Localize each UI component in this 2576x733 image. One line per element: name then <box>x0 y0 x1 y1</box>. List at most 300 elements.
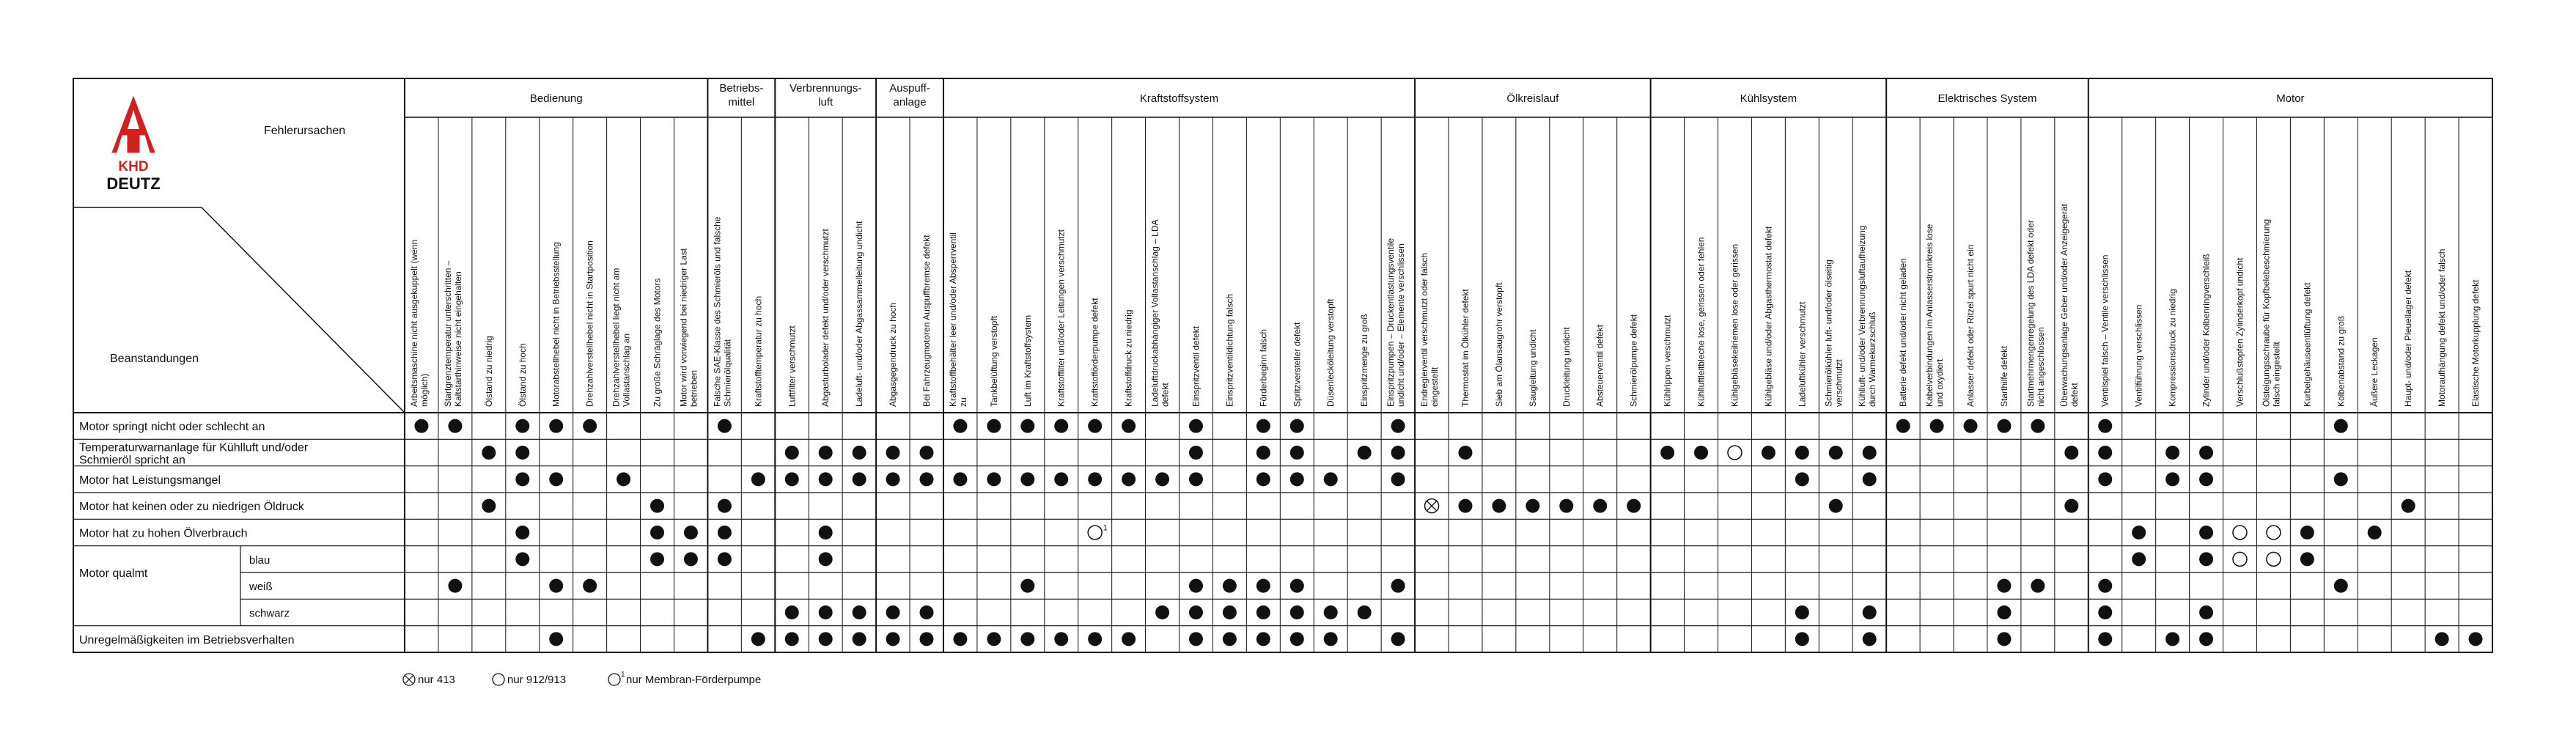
cause-header-46 <box>1965 245 1976 407</box>
group-header-6 <box>1740 92 1797 105</box>
filled-dot <box>1391 632 1405 646</box>
filled-dot <box>785 446 799 460</box>
filled-dot <box>1290 472 1304 486</box>
filled-dot <box>1122 472 1136 486</box>
filled-dot <box>2031 419 2045 433</box>
filled-dot <box>1256 605 1270 619</box>
filled-dot <box>920 446 934 460</box>
cause-header-text: eingestellt <box>1429 366 1440 407</box>
cause-header-text: falsch eingestellt <box>2271 342 2282 407</box>
filled-dot <box>987 632 1001 646</box>
filled-dot <box>886 605 900 619</box>
cause-header-36 <box>1629 314 1639 407</box>
cause-header-58 <box>2369 337 2380 407</box>
cause-header-44 <box>1898 258 1908 407</box>
cause-header-14 <box>888 303 898 407</box>
cause-header-text: Thermostat im Ölkühler defekt <box>1460 289 1471 407</box>
cause-header-24 <box>1224 294 1234 407</box>
cause-header-20 <box>1090 298 1100 407</box>
filled-dot <box>1458 446 1472 460</box>
group-header-0 <box>530 92 583 105</box>
cause-header-11 <box>787 325 797 407</box>
filled-dot <box>853 605 866 619</box>
cause-header-text: Abgasgegendruck zu hoch <box>888 302 899 407</box>
filled-dot <box>1256 446 1270 460</box>
cause-header-27 <box>1325 298 1336 407</box>
filled-dot <box>1559 499 1573 513</box>
filled-dot <box>1795 446 1809 460</box>
cause-header-text: Äußere Leckagen <box>2369 337 2380 407</box>
filled-dot <box>1155 605 1169 619</box>
complaint-label-line: Motor hat Leistungsmangel <box>79 474 221 487</box>
cause-header-12 <box>820 229 831 407</box>
cause-header-1 <box>443 260 463 407</box>
filled-dot <box>2098 579 2112 593</box>
filled-dot <box>1020 472 1034 486</box>
filled-dot <box>819 552 833 566</box>
complaint-label-line: Motor hat keinen oder zu niedrigen Öldruck <box>79 501 304 514</box>
filled-dot <box>2165 446 2179 460</box>
filled-dot <box>1088 632 1102 646</box>
cause-header-text: Kurbelgehäuseentlüftung defekt <box>2302 282 2313 407</box>
filled-dot <box>853 632 866 646</box>
cause-header-60 <box>2437 249 2447 407</box>
legend-superscript: 1 <box>621 671 625 679</box>
filled-dot <box>2334 472 2348 486</box>
cause-header-26 <box>1292 322 1302 407</box>
cause-header-56 <box>2302 282 2312 407</box>
filled-dot <box>1358 605 1372 619</box>
filled-dot <box>583 419 597 433</box>
group-header-line: Bedienung <box>529 92 583 105</box>
filled-dot <box>515 552 529 566</box>
filled-dot <box>684 526 698 539</box>
filled-dot <box>515 419 529 433</box>
filled-dot <box>2098 419 2112 433</box>
legend-item-2 <box>608 671 761 686</box>
cause-header-text: Förderbeginn falsch <box>1258 328 1269 407</box>
open-dot <box>2267 552 2281 566</box>
filled-dot <box>785 605 799 619</box>
filled-dot <box>1256 632 1270 646</box>
cause-header-31 <box>1460 289 1471 407</box>
filled-dot <box>2199 472 2213 486</box>
cause-header-text: Düsenlecköleitung verstopft <box>1325 298 1336 407</box>
filled-dot <box>1122 632 1136 646</box>
filled-dot <box>1088 472 1102 486</box>
group-header-4 <box>1140 92 1218 105</box>
filled-dot <box>1391 446 1405 460</box>
complaint-sublabel-7: schwarz <box>249 607 290 620</box>
cause-header-30 <box>1419 253 1440 407</box>
group-header-line: Motor <box>2276 92 2305 105</box>
filled-dot <box>2165 632 2179 646</box>
cause-header-17 <box>989 315 999 407</box>
cause-header-text: Kraftstoffdruck zu niedrig <box>1123 309 1134 407</box>
filled-dot <box>617 472 630 486</box>
filled-dot <box>1930 419 1944 433</box>
cause-header-2 <box>484 336 494 407</box>
filled-dot <box>1054 419 1068 433</box>
cause-header-42 <box>1823 259 1844 407</box>
filled-dot <box>1189 605 1203 619</box>
filled-dot <box>1391 472 1405 486</box>
filled-dot <box>1863 446 1877 460</box>
cause-header-text: Haupt- und/oder Pleuellager defekt <box>2403 270 2414 407</box>
filled-dot <box>2031 579 2045 593</box>
group-headers <box>530 82 2305 108</box>
filled-dot <box>718 419 732 433</box>
cause-header-text: Ladeluftkühler verschmutzt <box>1797 301 1808 407</box>
filled-dot <box>684 552 698 566</box>
cause-header-text: Ventilspiel falsch – Ventile verschlissen <box>2100 254 2111 407</box>
filled-dot <box>751 632 765 646</box>
cause-header-text: Drehzahlverstellhebel nicht in Startposition <box>584 240 595 407</box>
cause-header-text: Einspritzventildichtung falsch <box>1224 293 1235 407</box>
cause-header-text: defekt <box>2069 383 2080 407</box>
cause-header-5 <box>585 240 595 407</box>
filled-dot <box>2098 446 2112 460</box>
filled-dot <box>1223 579 1237 593</box>
filled-dot <box>414 419 428 433</box>
filled-dot <box>2199 552 2213 566</box>
filled-dot <box>987 419 1001 433</box>
cause-header-16 <box>948 232 968 407</box>
cause-header-text: Kraftstoffbehälter leer und/oder Absperrventil <box>947 232 958 407</box>
legend-item-0 <box>403 674 455 686</box>
group-header-line: Kraftstoffsystem <box>1139 92 1219 105</box>
filled-dot <box>819 526 833 539</box>
filled-dot <box>2199 632 2213 646</box>
filled-dot <box>650 526 664 539</box>
cause-header-text: defekt <box>1160 383 1171 407</box>
cause-header-text: Zu große Schräglage des Motors <box>652 278 663 407</box>
cause-header-text: verschmutzt <box>1833 359 1844 407</box>
filled-dot <box>1122 419 1136 433</box>
complaint-label-line: Motor springt nicht oder schlecht an <box>79 421 265 434</box>
filled-dot <box>1088 419 1102 433</box>
filled-dot <box>448 419 462 433</box>
group-header-line: mittel <box>728 96 755 108</box>
cause-header-32 <box>1494 282 1504 407</box>
cause-header-text: betrieben <box>688 369 699 407</box>
filled-dot <box>1391 579 1405 593</box>
complaint-label-5 <box>79 567 148 580</box>
open-dot <box>2233 526 2247 539</box>
cause-header-text: Kraftstofförderpumpe defekt <box>1089 298 1100 407</box>
filled-dot <box>2300 552 2314 566</box>
causes-corner-label: Fehlerursachen <box>264 125 346 137</box>
cause-header-29 <box>1385 238 1406 407</box>
cause-header-text: Kühlgebläsekeilriemen lose oder gerissen <box>1729 243 1740 407</box>
filled-dot <box>549 579 563 593</box>
filled-dot <box>549 632 563 646</box>
filled-dot <box>1256 472 1270 486</box>
legend-text: nur 912/913 <box>507 674 567 686</box>
filled-dot <box>819 605 833 619</box>
cause-header-text: nicht angeschlossen <box>2035 327 2046 407</box>
filled-dot <box>920 605 934 619</box>
cause-header-text: Kraftstofftemperatur zu hoch <box>753 295 764 407</box>
filled-dot <box>1964 419 1978 433</box>
filled-dot <box>819 632 833 646</box>
complaint-label-3 <box>79 500 305 513</box>
group-header-line: Auspuff- <box>889 82 930 95</box>
group-header-7 <box>1937 92 2036 105</box>
complaints-corner-label: Beanstandungen <box>110 353 199 365</box>
filled-dot <box>1795 632 1809 646</box>
cause-header-text: Arbeitsmaschine nicht ausgekuppelt (wenn <box>408 239 419 407</box>
filled-dot <box>785 632 799 646</box>
filled-dot <box>718 552 732 566</box>
cause-header-text: Ladeluft- und/oder Abgassammelleitung undicht <box>854 221 865 407</box>
filled-dot <box>920 632 934 646</box>
cause-header-41 <box>1797 301 1807 407</box>
filled-dot <box>2469 632 2483 646</box>
filled-dot <box>1863 605 1877 619</box>
legend-text: nur 413 <box>418 674 455 686</box>
cause-header-53 <box>2201 254 2212 407</box>
cause-header-61 <box>2470 279 2481 407</box>
group-header-line: Ölkreislauf <box>1506 92 1559 105</box>
filled-dot <box>953 472 967 486</box>
group-header-1 <box>719 82 763 108</box>
cause-header-9 <box>712 216 732 407</box>
filled-dot <box>853 472 866 486</box>
cause-header-text: Kabelverbindungen im Anlasserstromkreis lose <box>1924 224 1935 407</box>
cause-header-text: Bei Fahrzeugmotoren Auspuffbremse defekt <box>921 235 932 407</box>
filled-dot <box>886 472 900 486</box>
cause-header-text: Starthilfe defekt <box>1998 345 2009 407</box>
cause-header-text: Startmehrmengenregelung des LDA defekt oder <box>2025 220 2036 407</box>
filled-dot <box>2165 472 2179 486</box>
cause-header-text: Elastische Motorkupplung defekt <box>2470 279 2481 407</box>
filled-dot <box>2199 605 2213 619</box>
cause-header-7 <box>652 279 663 407</box>
filled-dot <box>1358 446 1372 460</box>
cause-header-text: Kompressionsdruck zu niedrig <box>2167 289 2178 407</box>
filled-dot <box>1256 419 1270 433</box>
filled-dot <box>650 552 664 566</box>
legend <box>403 671 761 686</box>
filled-dot <box>2098 632 2112 646</box>
cause-header-text: Kühlrippen verschmutzt <box>1662 314 1673 407</box>
filled-dot <box>2064 499 2078 513</box>
filled-dot <box>2300 526 2314 539</box>
cause-header-45 <box>1924 224 1945 407</box>
filled-dot <box>2132 552 2146 566</box>
cause-header-48 <box>2025 220 2046 407</box>
cause-header-text: Einspritzpumpen – Druckentlastungsventile <box>1385 237 1396 407</box>
logo-brand: KHD <box>118 159 149 174</box>
filled-dot <box>1627 499 1641 513</box>
table-frame <box>73 78 2492 652</box>
cause-header-text: Absteuerventil defekt <box>1594 324 1605 407</box>
cause-header-28 <box>1359 314 1369 407</box>
filled-dot <box>819 446 833 460</box>
complaint-sublabel-6: weiß <box>249 581 273 594</box>
filled-dot <box>1189 579 1203 593</box>
filled-dot <box>549 419 563 433</box>
cause-header-35 <box>1595 324 1605 407</box>
legend-symbol <box>493 674 504 685</box>
cause-header-text: Falsche SAE-Klasse des Schmieröls und falsche <box>712 216 723 407</box>
cause-header-19 <box>1056 229 1067 407</box>
filled-dot <box>1997 605 2011 619</box>
cause-header-51 <box>2134 305 2144 407</box>
cause-header-10 <box>753 296 763 407</box>
filled-dot <box>549 472 563 486</box>
cause-header-text: Kolbenabstand zu groß <box>2336 315 2347 407</box>
filled-dot <box>1829 499 1843 513</box>
filled-dot <box>1189 446 1203 460</box>
filled-dot <box>1223 632 1237 646</box>
filled-dot <box>785 472 799 486</box>
cause-header-text: Luftfilter verschmutzt <box>787 325 798 407</box>
filled-dot <box>987 472 1001 486</box>
group-header-line: Kühlsystem <box>1740 92 1797 105</box>
cause-header-15 <box>921 235 932 407</box>
filled-dot <box>1863 472 1877 486</box>
cause-header-text: Sieb am Ölansaugrohr verstopft <box>1493 282 1504 407</box>
filled-dot <box>1458 499 1472 513</box>
group-header-line: Betriebs- <box>719 82 764 95</box>
filled-dot <box>2368 526 2382 539</box>
cause-header-text: zu <box>957 397 968 407</box>
cause-header-47 <box>1999 345 2009 407</box>
filled-dot <box>886 632 900 646</box>
filled-dot <box>1324 472 1338 486</box>
cause-header-text: Batterie defekt und/oder nicht geladen <box>1898 258 1909 407</box>
cause-header-55 <box>2261 219 2281 407</box>
filled-dot <box>2334 419 2348 433</box>
cause-header-22 <box>1150 219 1171 407</box>
cause-header-text: Schmierölpumpe defekt <box>1628 314 1639 407</box>
filled-dot <box>1155 472 1169 486</box>
cause-header-text: Kaltstarthinweise nicht eingehalten <box>452 271 463 407</box>
cause-header-text: Motoraufhängung defekt und/oder falsch <box>2437 248 2448 407</box>
superscript-one: 1 <box>1103 523 1108 533</box>
cause-header-text: Schmierölqualität <box>722 339 733 407</box>
cause-header-text: Ölstand zu hoch <box>517 343 528 407</box>
filled-dot <box>1189 419 1203 433</box>
logo-name: DEUTZ <box>106 174 161 193</box>
filled-dot <box>1054 472 1068 486</box>
filled-dot <box>1593 499 1607 513</box>
cause-header-23 <box>1191 325 1201 407</box>
group-header-8 <box>2276 92 2304 105</box>
filled-dot <box>853 446 866 460</box>
cause-header-text: Kühlgebläse und/oder Abgasthermostat defekt <box>1763 226 1774 407</box>
filled-dot <box>1054 632 1068 646</box>
cause-header-0 <box>409 240 430 407</box>
cause-header-text: Motorabstellhebel nicht in Betriebsstellung <box>551 242 562 407</box>
cause-header-text: Druckleitung undicht <box>1561 327 1572 407</box>
filled-dot <box>515 526 529 539</box>
filled-dot <box>718 526 732 539</box>
group-header-line: luft <box>818 96 833 108</box>
cause-header-54 <box>2234 257 2245 407</box>
complaint-label-line: Motor hat zu hohen Ölverbrauch <box>79 527 248 540</box>
legend-item-1 <box>493 674 566 686</box>
cause-header-text: Spritzversteller defekt <box>1292 322 1303 407</box>
complaint-label-0 <box>79 421 265 433</box>
filled-dot <box>2199 446 2213 460</box>
filled-dot <box>1492 499 1506 513</box>
filled-dot <box>482 499 496 513</box>
cause-header-52 <box>2168 289 2178 407</box>
filled-dot <box>2334 579 2348 593</box>
cause-header-text: Überwachungsanlage Geber und/oder Anzeigegerät <box>2058 204 2069 407</box>
filled-dot <box>718 499 732 513</box>
cause-header-text: Zylinder und/oder Kolbenringverschleiß <box>2201 254 2212 407</box>
filled-dot <box>650 499 664 513</box>
filled-dot <box>583 579 597 593</box>
filled-dot <box>1256 579 1270 593</box>
filled-dot <box>1223 605 1237 619</box>
cause-header-text: Saugleitung undicht <box>1527 329 1538 407</box>
complaint-label-8 <box>79 634 294 647</box>
filled-dot <box>1997 632 2011 646</box>
cause-header-25 <box>1258 329 1268 407</box>
filled-dot <box>1020 419 1034 433</box>
complaint-label-4 <box>79 527 247 540</box>
filled-dot <box>448 579 462 593</box>
complaint-rows <box>79 421 309 647</box>
cause-header-8 <box>678 248 699 407</box>
complaint-label-line: Unregelmäßigkeiten im Betriebsverhalten <box>79 633 295 647</box>
filled-dot <box>1526 499 1539 513</box>
cause-header-4 <box>551 242 562 407</box>
filled-dot <box>1189 472 1203 486</box>
cause-header-37 <box>1663 314 1673 407</box>
filled-dot <box>515 472 529 486</box>
filled-dot <box>1290 632 1304 646</box>
cause-header-33 <box>1528 329 1538 407</box>
cause-header-39 <box>1729 244 1740 407</box>
group-header-3 <box>889 82 930 108</box>
filled-dot <box>1795 472 1809 486</box>
filled-dot <box>1660 446 1674 460</box>
filled-dot <box>2435 632 2449 646</box>
cause-header-text: Kühlluftleitbleche lose, gerissen oder fehlen <box>1696 237 1707 407</box>
open-dot-superscript <box>1088 526 1102 539</box>
cause-header-text: Ölsteigungsschraube für Kopfbelebeschmierung <box>2261 218 2272 407</box>
cause-header-text: Abgasturbolader defekt und/oder verschmutzt <box>820 229 831 407</box>
group-header-2 <box>790 82 861 108</box>
filled-dot <box>2098 472 2112 486</box>
filled-dot <box>2402 499 2415 513</box>
cause-header-34 <box>1561 327 1572 407</box>
cause-header-text: Startgrenztemperatur unterschritten – <box>442 260 453 407</box>
cause-header-text: Einspritzventil defekt <box>1191 325 1201 407</box>
filled-dot <box>953 419 967 433</box>
filled-dot <box>1829 446 1843 460</box>
cause-header-text: Anlasser defekt oder Ritzel spurt nicht ein <box>1965 244 1976 407</box>
cause-header-text: Kraftstoffilter und/oder Leitungen verschmutzt <box>1056 229 1067 407</box>
cause-header-57 <box>2336 316 2346 407</box>
filled-dot <box>819 472 833 486</box>
filled-dot <box>1324 605 1338 619</box>
cause-header-text: durch Warmekurzschluß <box>1867 312 1878 407</box>
filled-dot <box>1324 632 1338 646</box>
cause-header-43 <box>1857 225 1877 407</box>
legend-text: nur Membran-Förderpumpe <box>626 674 762 686</box>
filled-dot <box>1020 632 1034 646</box>
group-header-line: Verbrennungs- <box>789 82 862 95</box>
complaint-label-line: Temperaturwarnanlage für Kühlluft und/oder <box>79 441 309 454</box>
cause-header-59 <box>2403 270 2413 407</box>
